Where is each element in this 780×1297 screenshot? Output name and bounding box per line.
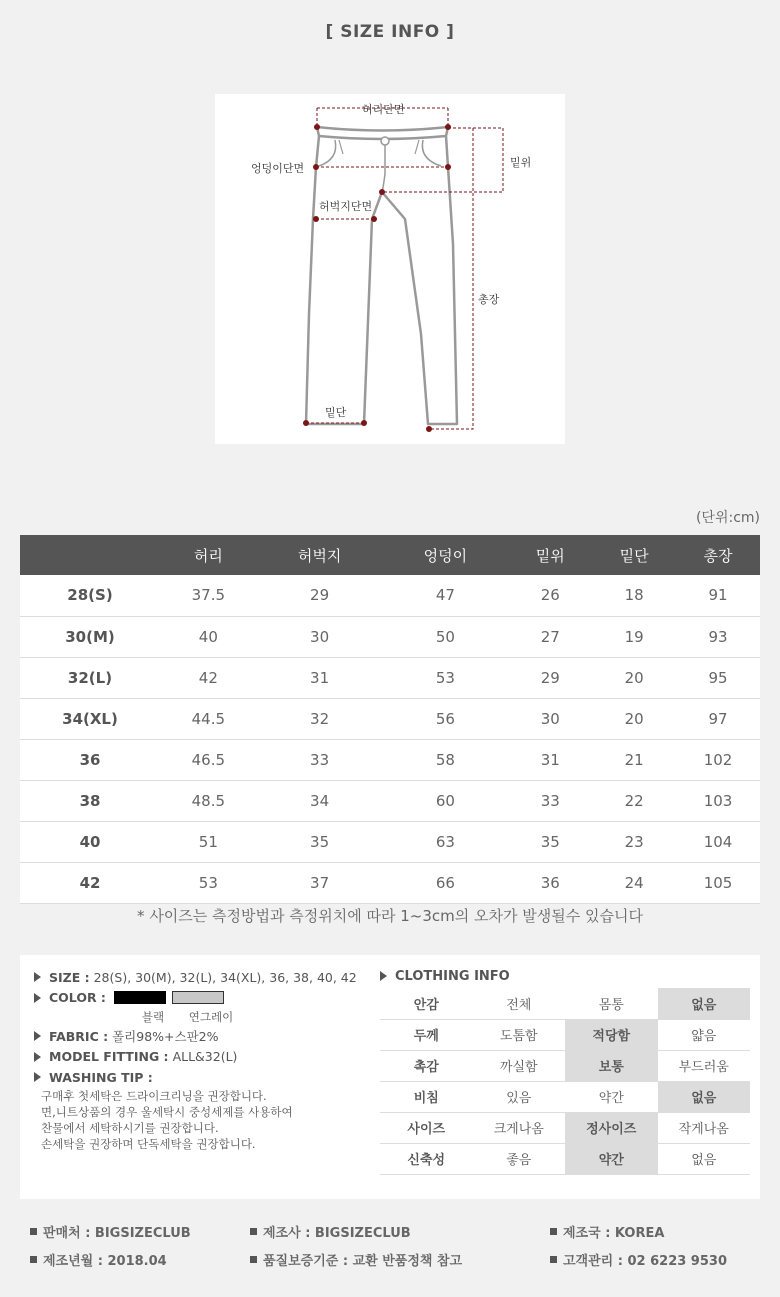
square-bullet-icon bbox=[550, 1256, 557, 1263]
triangle-bullet-icon bbox=[34, 993, 41, 1003]
washing-line: 구매후 첫세탁은 드라이크리닝을 권장합니다. bbox=[41, 1088, 267, 1103]
footer-maker bbox=[250, 1222, 411, 1241]
size-value-cell: 48.5 bbox=[160, 780, 257, 821]
clothing-info-row bbox=[380, 988, 750, 1019]
label-waist: 허리단면 bbox=[362, 103, 405, 116]
square-bullet-icon bbox=[30, 1228, 37, 1235]
footer-text: 제조사 : BIGSIZECLUB bbox=[263, 1226, 411, 1241]
size-value-cell: 102 bbox=[676, 739, 760, 780]
clothing-info-option: 좋음 bbox=[473, 1143, 566, 1174]
header-cell: 밑위 bbox=[508, 535, 592, 575]
clothing-info-label: 신축성 bbox=[380, 1143, 473, 1174]
washing-tips bbox=[41, 1088, 374, 1152]
clothing-info-option: 몸통 bbox=[565, 988, 658, 1019]
clothing-info-label: 두께 bbox=[380, 1019, 473, 1050]
clothing-info-option-selected: 없음 bbox=[658, 1081, 751, 1112]
washing-line: 손세탁을 권장하며 단독세탁을 권장합니다. bbox=[41, 1136, 256, 1151]
size-name-cell: 42 bbox=[20, 862, 160, 903]
clothing-info-row bbox=[380, 1143, 750, 1174]
size-value-cell: 40 bbox=[160, 616, 257, 657]
size-value-cell: 103 bbox=[676, 780, 760, 821]
model-value: ALL&32(L) bbox=[172, 1049, 238, 1065]
label-length: 총장 bbox=[478, 293, 500, 306]
clothing-info-option: 있음 bbox=[473, 1081, 566, 1112]
size-value-cell: 31 bbox=[257, 657, 383, 698]
clothing-info-option: 얇음 bbox=[658, 1019, 751, 1050]
square-bullet-icon bbox=[30, 1256, 37, 1263]
size-value-cell: 32 bbox=[257, 698, 383, 739]
color-name: 블랙 bbox=[141, 1010, 165, 1024]
size-label: SIZE : bbox=[49, 969, 90, 985]
size-value-cell: 47 bbox=[383, 575, 509, 616]
square-bullet-icon bbox=[550, 1228, 557, 1235]
label-thigh: 허벅지단면 bbox=[319, 200, 373, 213]
size-value-cell: 60 bbox=[383, 780, 509, 821]
size-name-cell: 30(M) bbox=[20, 616, 160, 657]
clothing-info-option: 작게나옴 bbox=[658, 1112, 751, 1143]
size-value-cell: 53 bbox=[383, 657, 509, 698]
triangle-bullet-icon bbox=[34, 1072, 41, 1082]
size-value-cell: 44.5 bbox=[160, 698, 257, 739]
size-value-cell: 31 bbox=[508, 739, 592, 780]
clothing-info-option-selected: 약간 bbox=[565, 1143, 658, 1174]
size-name-cell: 28(S) bbox=[20, 575, 160, 616]
clothing-info-option-selected: 적당함 bbox=[565, 1019, 658, 1050]
size-value-cell: 51 bbox=[160, 821, 257, 862]
footer-seller bbox=[30, 1222, 191, 1241]
header-cell: 허벅지 bbox=[257, 535, 383, 575]
size-value-cell: 95 bbox=[676, 657, 760, 698]
size-value-cell: 63 bbox=[383, 821, 509, 862]
clothing-info-label: 사이즈 bbox=[380, 1112, 473, 1143]
size-name-cell: 32(L) bbox=[20, 657, 160, 698]
clothing-info-option: 크게나옴 bbox=[473, 1112, 566, 1143]
footer-text: 판매처 : BIGSIZECLUB bbox=[43, 1226, 191, 1241]
clothing-info-option: 까실함 bbox=[473, 1050, 566, 1081]
clothing-info-option: 전체 bbox=[473, 988, 566, 1019]
square-bullet-icon bbox=[250, 1228, 257, 1235]
size-value-cell: 33 bbox=[257, 739, 383, 780]
size-value-cell: 26 bbox=[508, 575, 592, 616]
pants-diagram bbox=[215, 94, 565, 444]
size-value-cell: 50 bbox=[383, 616, 509, 657]
size-value-cell: 29 bbox=[257, 575, 383, 616]
unit-label: (단위:cm) bbox=[695, 510, 760, 526]
size-table-header bbox=[20, 535, 760, 575]
size-value-cell: 27 bbox=[508, 616, 592, 657]
size-row bbox=[34, 967, 374, 988]
footer-text: 제조국 : KOREA bbox=[563, 1226, 665, 1241]
clothing-info-label: 비침 bbox=[380, 1081, 473, 1112]
clothing-info-option: 없음 bbox=[658, 1143, 751, 1174]
triangle-bullet-icon bbox=[34, 1031, 41, 1041]
product-info-panel bbox=[20, 955, 760, 1199]
model-row bbox=[34, 1047, 374, 1068]
triangle-bullet-icon bbox=[34, 972, 41, 982]
clothing-info-option: 도톰함 bbox=[473, 1019, 566, 1050]
size-value-cell: 91 bbox=[676, 575, 760, 616]
size-table bbox=[20, 535, 760, 904]
footer-text: 고객관리 : 02 6223 9530 bbox=[563, 1254, 727, 1269]
size-row bbox=[20, 780, 760, 821]
size-value-cell: 97 bbox=[676, 698, 760, 739]
washing-label: WASHING TIP : bbox=[49, 1069, 153, 1085]
size-value-cell: 93 bbox=[676, 616, 760, 657]
footer-text: 품질보증기준 : 교환 반품정책 참고 bbox=[263, 1254, 463, 1269]
size-value-cell: 19 bbox=[592, 616, 676, 657]
size-value-cell: 37.5 bbox=[160, 575, 257, 616]
header-cell bbox=[20, 535, 160, 575]
clothing-info-option: 약간 bbox=[565, 1081, 658, 1112]
section-title: [ SIZE INFO ] bbox=[325, 22, 455, 42]
fabric-value: 폴리98%+스판2% bbox=[112, 1029, 219, 1045]
size-name-cell: 34(XL) bbox=[20, 698, 160, 739]
size-value-cell: 23 bbox=[592, 821, 676, 862]
size-name-cell: 36 bbox=[20, 739, 160, 780]
triangle-bullet-icon bbox=[380, 971, 387, 981]
size-value-cell: 35 bbox=[508, 821, 592, 862]
size-value-cell: 66 bbox=[383, 862, 509, 903]
footer-country bbox=[550, 1222, 664, 1241]
size-name-cell: 40 bbox=[20, 821, 160, 862]
size-row bbox=[20, 616, 760, 657]
footer-cs bbox=[550, 1250, 727, 1269]
size-row bbox=[20, 575, 760, 616]
size-value-cell: 37 bbox=[257, 862, 383, 903]
size-value-cell: 20 bbox=[592, 698, 676, 739]
triangle-bullet-icon bbox=[34, 1052, 41, 1062]
size-value-cell: 24 bbox=[592, 862, 676, 903]
clothing-info-row bbox=[380, 1112, 750, 1143]
washing-line: 면,니트상품의 경우 울세탁시 중성세제를 사용하여 bbox=[41, 1104, 293, 1119]
header-cell: 엉덩이 bbox=[383, 535, 509, 575]
size-value-cell: 29 bbox=[508, 657, 592, 698]
size-name-cell: 38 bbox=[20, 780, 160, 821]
label-rise: 밑위 bbox=[510, 156, 532, 169]
label-hem: 밑단 bbox=[325, 406, 347, 419]
product-details bbox=[34, 967, 374, 1152]
size-value-cell: 104 bbox=[676, 821, 760, 862]
pants-illustration bbox=[215, 94, 565, 444]
washing-row bbox=[34, 1067, 374, 1088]
size-value-cell: 36 bbox=[508, 862, 592, 903]
size-value-cell: 58 bbox=[383, 739, 509, 780]
size-row bbox=[20, 739, 760, 780]
size-value-cell: 33 bbox=[508, 780, 592, 821]
measurement-note: * 사이즈는 측정방법과 측정위치에 따라 1~3cm의 오차가 발생될수 있습니다 bbox=[137, 907, 643, 925]
size-value-cell: 53 bbox=[160, 862, 257, 903]
header-cell: 밑단 bbox=[592, 535, 676, 575]
size-row bbox=[20, 862, 760, 903]
size-row bbox=[20, 657, 760, 698]
header-cell: 허리 bbox=[160, 535, 257, 575]
size-value: 28(S), 30(M), 32(L), 34(XL), 36, 38, 40, 42 bbox=[93, 969, 357, 985]
clothing-info-label: 촉감 bbox=[380, 1050, 473, 1081]
clothing-info-table bbox=[380, 988, 750, 1175]
size-row bbox=[20, 821, 760, 862]
size-value-cell: 35 bbox=[257, 821, 383, 862]
clothing-info-row bbox=[380, 1019, 750, 1050]
size-value-cell: 20 bbox=[592, 657, 676, 698]
size-value-cell: 56 bbox=[383, 698, 509, 739]
label-hip: 엉덩이단면 bbox=[251, 162, 305, 175]
color-swatch-black bbox=[114, 991, 166, 1004]
size-value-cell: 22 bbox=[592, 780, 676, 821]
size-row bbox=[20, 698, 760, 739]
size-value-cell: 46.5 bbox=[160, 739, 257, 780]
clothing-info-title bbox=[380, 967, 750, 985]
color-row bbox=[34, 988, 374, 1009]
clothing-info-option-selected: 보통 bbox=[565, 1050, 658, 1081]
fabric-label: FABRIC : bbox=[49, 1028, 109, 1044]
clothing-info-title-text: CLOTHING INFO bbox=[395, 968, 510, 984]
header-cell: 총장 bbox=[676, 535, 760, 575]
clothing-info-label: 안감 bbox=[380, 988, 473, 1019]
size-value-cell: 42 bbox=[160, 657, 257, 698]
clothing-info-option-selected: 없음 bbox=[658, 988, 751, 1019]
footer-warranty bbox=[250, 1250, 462, 1269]
color-swatch-lightgray bbox=[172, 991, 224, 1004]
size-value-cell: 30 bbox=[508, 698, 592, 739]
size-value-cell: 21 bbox=[592, 739, 676, 780]
size-value-cell: 34 bbox=[257, 780, 383, 821]
color-names bbox=[124, 1008, 374, 1026]
square-bullet-icon bbox=[250, 1256, 257, 1263]
clothing-info bbox=[380, 967, 750, 1175]
color-label: COLOR : bbox=[49, 990, 106, 1006]
clothing-info-option-selected: 정사이즈 bbox=[565, 1112, 658, 1143]
size-value-cell: 18 bbox=[592, 575, 676, 616]
size-value-cell: 105 bbox=[676, 862, 760, 903]
model-label: MODEL FITTING : bbox=[49, 1049, 169, 1065]
footer-text: 제조년월 : 2018.04 bbox=[43, 1254, 167, 1269]
fabric-row bbox=[34, 1026, 374, 1047]
washing-line: 찬물에서 세탁하시기를 권장합니다. bbox=[41, 1120, 219, 1135]
clothing-info-row bbox=[380, 1050, 750, 1081]
clothing-info-row bbox=[380, 1081, 750, 1112]
size-value-cell: 30 bbox=[257, 616, 383, 657]
color-name: 연그레이 bbox=[188, 1010, 234, 1024]
footer-date bbox=[30, 1250, 167, 1269]
clothing-info-option: 부드러움 bbox=[658, 1050, 751, 1081]
